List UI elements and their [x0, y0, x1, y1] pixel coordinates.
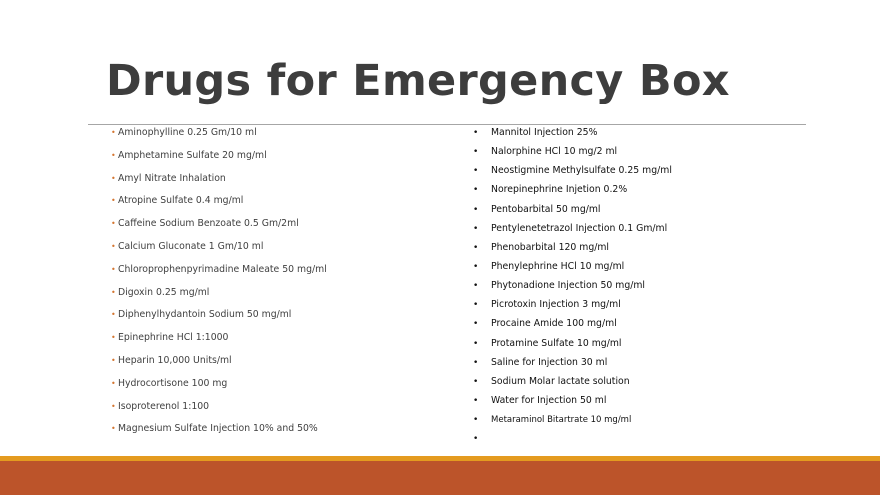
list-item-label: Epinephrine HCl 1:1000: [118, 332, 229, 344]
list-item: [473, 356, 853, 375]
list-item: [473, 317, 853, 336]
bullet-icon: •: [473, 223, 479, 234]
list-item: [111, 286, 451, 309]
list-item-label: Water for Injection 50 ml: [491, 394, 607, 406]
bullet-icon: •: [473, 376, 479, 387]
bullet-icon: •: [473, 395, 479, 406]
bullet-icon: •: [111, 150, 116, 160]
list-item-label: Procaine Amide 100 mg/ml: [491, 318, 617, 330]
list-item-label: Hydrocortisone 100 mg: [118, 377, 228, 389]
bullet-icon: •: [111, 424, 116, 434]
list-item: [111, 354, 451, 377]
left-drug-list: [111, 126, 451, 445]
list-item: [473, 279, 853, 298]
bullet-icon: •: [111, 173, 116, 183]
bullet-icon: •: [111, 196, 116, 206]
bullet-icon: •: [111, 264, 116, 274]
list-item-label: Pentylenetetrazol Injection 0.1 Gm/ml: [491, 222, 668, 234]
list-item-label: Norepinephrine Injetion 0.2%: [491, 184, 628, 196]
list-item: [111, 149, 451, 172]
list-item-label: Chloroprophenpyrimadine Maleate 50 mg/ml: [118, 263, 327, 275]
list-item-label: Atropine Sulfate 0.4 mg/ml: [118, 195, 244, 207]
list-item-label: Digoxin 0.25 mg/ml: [118, 286, 210, 298]
right-drug-list: [473, 126, 853, 451]
bullet-icon: •: [111, 355, 116, 365]
list-item: [111, 308, 451, 331]
bullet-icon: •: [111, 401, 116, 411]
title-divider: [88, 124, 806, 125]
list-item: [473, 241, 853, 260]
list-item-label: Picrotoxin Injection 3 mg/ml: [491, 299, 621, 311]
list-item: [473, 260, 853, 279]
bullet-icon: •: [473, 434, 479, 445]
bullet-icon: •: [473, 281, 479, 292]
list-item: [111, 172, 451, 195]
list-item-label: Magnesium Sulfate Injection 10% and 50%: [118, 423, 318, 435]
list-item-label: Nalorphine HCl 10 mg/2 ml: [491, 146, 618, 158]
list-item-label: Phytonadione Injection 50 mg/ml: [491, 280, 645, 292]
list-item: [473, 394, 853, 413]
bullet-icon: •: [111, 128, 116, 137]
list-item-label: Amphetamine Sulfate 20 mg/ml: [118, 149, 267, 161]
list-item-label: Heparin 10,000 Units/ml: [118, 354, 232, 366]
list-item-label: Isoproterenol 1:100: [118, 400, 210, 412]
list-item: [473, 298, 853, 317]
list-item-label: Mannitol Injection 25%: [491, 127, 598, 138]
list-item-label: Aminophylline 0.25 Gm/10 ml: [118, 127, 257, 138]
list-item-label: Protamine Sulfate 10 mg/ml: [491, 337, 622, 349]
list-item-label: Pentobarbital 50 mg/ml: [491, 203, 601, 215]
bullet-icon: •: [111, 241, 116, 251]
list-item: [111, 217, 451, 240]
list-item: [111, 331, 451, 354]
list-item: [111, 240, 451, 263]
list-item-label: Sodium Molar lactate solution: [491, 375, 630, 387]
list-item: [473, 126, 853, 145]
list-item: [473, 203, 853, 222]
list-item: [111, 263, 451, 286]
list-item-label: Phenobarbital 120 mg/ml: [491, 241, 610, 253]
slide-title: Drugs for Emergency Box: [106, 56, 730, 106]
bullet-icon: •: [473, 338, 479, 349]
list-item: [111, 422, 451, 445]
bullet-icon: •: [111, 287, 116, 297]
bullet-icon: •: [111, 219, 116, 229]
bullet-icon: •: [473, 319, 479, 330]
list-item-label: Calcium Gluconate 1 Gm/10 ml: [118, 240, 264, 252]
list-item-label: Amyl Nitrate Inhalation: [118, 172, 226, 184]
list-item: [111, 400, 451, 423]
bullet-icon: •: [111, 378, 116, 388]
list-item-label: Phenylephrine HCl 10 mg/ml: [491, 260, 625, 272]
footer-band: [0, 461, 880, 495]
list-item: [473, 432, 853, 451]
list-item: [473, 164, 853, 183]
list-item: [111, 126, 451, 149]
bullet-icon: •: [473, 185, 479, 196]
list-item: [473, 413, 853, 432]
list-item-label: Caffeine Sodium Benzoate 0.5 Gm/2ml: [118, 218, 299, 230]
list-item: [111, 377, 451, 400]
bullet-icon: •: [473, 357, 479, 368]
list-item: [473, 145, 853, 164]
bullet-icon: •: [473, 204, 479, 215]
list-item-label: Metaraminol Bitartrate 10 mg/ml: [491, 415, 632, 426]
bullet-icon: •: [473, 300, 479, 311]
bullet-icon: •: [473, 261, 479, 272]
bullet-icon: •: [473, 128, 479, 138]
bullet-icon: •: [111, 310, 116, 320]
bullet-icon: •: [473, 147, 479, 158]
list-item: [111, 194, 451, 217]
bullet-icon: •: [473, 415, 479, 426]
list-item-label: Diphenylhydantoin Sodium 50 mg/ml: [118, 309, 292, 321]
bullet-icon: •: [473, 166, 479, 177]
bullet-icon: •: [473, 242, 479, 253]
list-item: [473, 375, 853, 394]
list-item-label: Saline for Injection 30 ml: [491, 356, 608, 368]
list-item: [473, 183, 853, 202]
list-item: [473, 337, 853, 356]
bullet-icon: •: [111, 333, 116, 343]
list-item-label: Neostigmine Methylsulfate 0.25 mg/ml: [491, 165, 672, 177]
list-item: [473, 222, 853, 241]
